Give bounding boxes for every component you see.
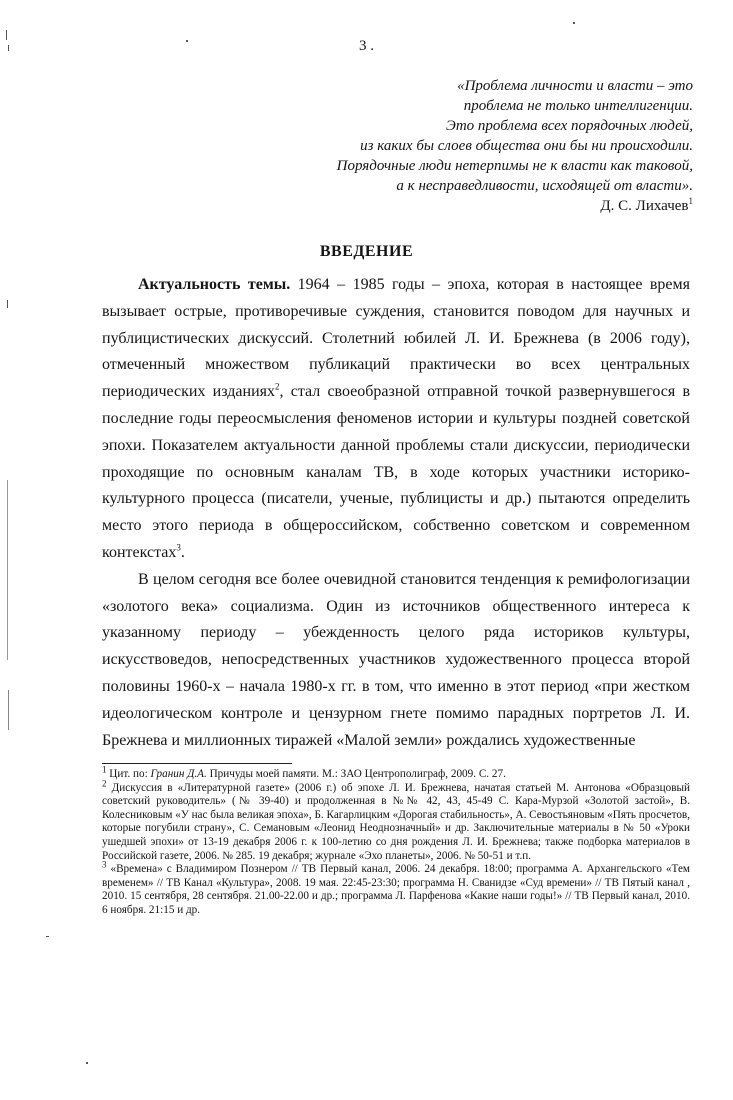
scan-speck [573,22,575,24]
epigraph-line: а к несправедливости, исходящей от власти». [396,178,693,194]
scan-speck [186,40,188,42]
scan-speck [6,30,7,40]
paragraph-2: В целом сегодня все более очевидной становится тенденция к ремифологизации «золотого века» социализма. Один из источников общественного интереса к указанному периоду – убежденность целого ряда историков культуры, искусствоведов, непосредственных участников художественного процесса второй половины 1960-х – начала 1980-х гг. в том, что именно в этот период «при жестком идеологическом контроле и цензурном гнете помимо парадных портретов Л. И. Брежнева и миллионных тиражей «Малой земли» рождались художественные [102,570,690,749]
footnote-1-author: Гранин Д.А. [150,768,207,780]
footnote-ref-1: 1 [688,196,693,206]
epigraph-line: Порядочные люди нетерпимы не к власти как таковой, [336,158,693,174]
paragraph-1 [102,272,690,567]
epigraph-author [253,196,693,216]
footnote-2-text: Дискуссия в «Литературной газете» (2006 г.) об эпохе Л. И. Брежнева, начатая статьей М. Антонова «Образцовый советский руководитель» (№ 39-40) и продолженная в №№ 42, 43, 45-49 С. Кара-Мурзой «Золотой застой», В. Колесниковым «У нас была великая эпоха», Б. Кагарлицким «Дорогая стабильность», А. Севостьяновым «Пять просчетов, которые погубили страну», С. Семановым «Леонид Неоднозначный» и др. Заключительные материалы в № 50 «Уроки ушедшей эпохи» от 13-19 декабря 2006 г. к 100-летию со дня рождения Л. И. Брежнева; также подборка материалов в Российской газете, 2006. № 285. 19 декабря; журнале «Эхо планеты», 2006. № 50-51 и т.п. [102,781,690,862]
footnote-1-text-b: Причуды моей памяти. М.: ЗАО Центрополиграф, 2009. С. 27. [206,768,506,780]
epigraph-author-name: Д. С. Лихачев [600,198,689,214]
footnotes [102,764,690,918]
footnote-ref-3: 3 [176,542,181,553]
footnote-1-number: 1 [102,764,107,775]
scan-speck [46,936,49,937]
footnote-1-text-a: Цит. по: [106,768,151,780]
scan-speck [7,480,8,660]
scan-speck [8,690,9,730]
section-heading: ВВЕДЕНИЕ [319,243,414,260]
paragraph-1-text-b: , стал своеобразной отправной точкой развернувшегося в последние годы переосмысления феноменов истории и культуры поздней советской эпохи. Показателем актуальности данной проблемы стали дискуссии, периодически проходящие по основным каналам ТВ, в ходе которых участники историко-культурного процесса (писатели, ученые, публицисты и др.) пытаются определить место этого периода в общероссийском, собственно советском и современном контекстах [102,383,690,561]
paragraph-1-end: . [180,543,185,561]
epigraph-line: проблема не только интеллигенции. [463,98,693,114]
scan-speck [7,300,8,308]
page-number: 3 . [359,38,374,54]
body-text [102,272,690,754]
footnote-3-text: «Времена» с Владимиром Познером // ТВ Первый канал, 2006. 24 декабря. 18:00; программа А. Архангельского «Тем временем» // ТВ Канал «Культура», 2008. 19 мая. 22:45-23:30; программа Н. Сванидзе «Суд времени» // ТВ Пятый канал , 2010. 15 сентября, 28 сентября. 21.00-22.00 и др.; программа Л. Парфенова «Какие наши годы!» // ТВ Первый канал, 2010. 6 ноября. 21:15 и др. [102,863,690,916]
footnote-3 [102,859,690,917]
footnote-ref-2: 2 [275,381,280,392]
paragraph-1-text-a: 1964 – 1985 годы – эпоха, которая в настоящее время вызывает острые, противоречивые суждения, становится поводом для научных и публицистических дискуссий. Столетний юбилей Л. И. Брежнева (в 2006 году), отмеченный множеством публикаций практически во всех центральных периодических изданиях [102,276,691,401]
footnote-2-number: 2 [102,777,107,788]
footnote-1 [102,764,690,782]
epigraph [253,76,693,216]
paragraph-lead: Актуальность темы. [138,276,291,293]
footnote-3-number: 3 [102,859,107,870]
epigraph-line: «Проблема личности и власти – это [457,78,693,94]
scan-speck [86,1062,88,1064]
epigraph-line: из каких бы слоев общества они бы ни происходили. [360,138,693,154]
footnote-2 [102,777,690,864]
scan-speck [8,45,9,51]
epigraph-line: Это проблема всех порядочных людей, [446,118,693,134]
footnote-rule [102,763,292,764]
